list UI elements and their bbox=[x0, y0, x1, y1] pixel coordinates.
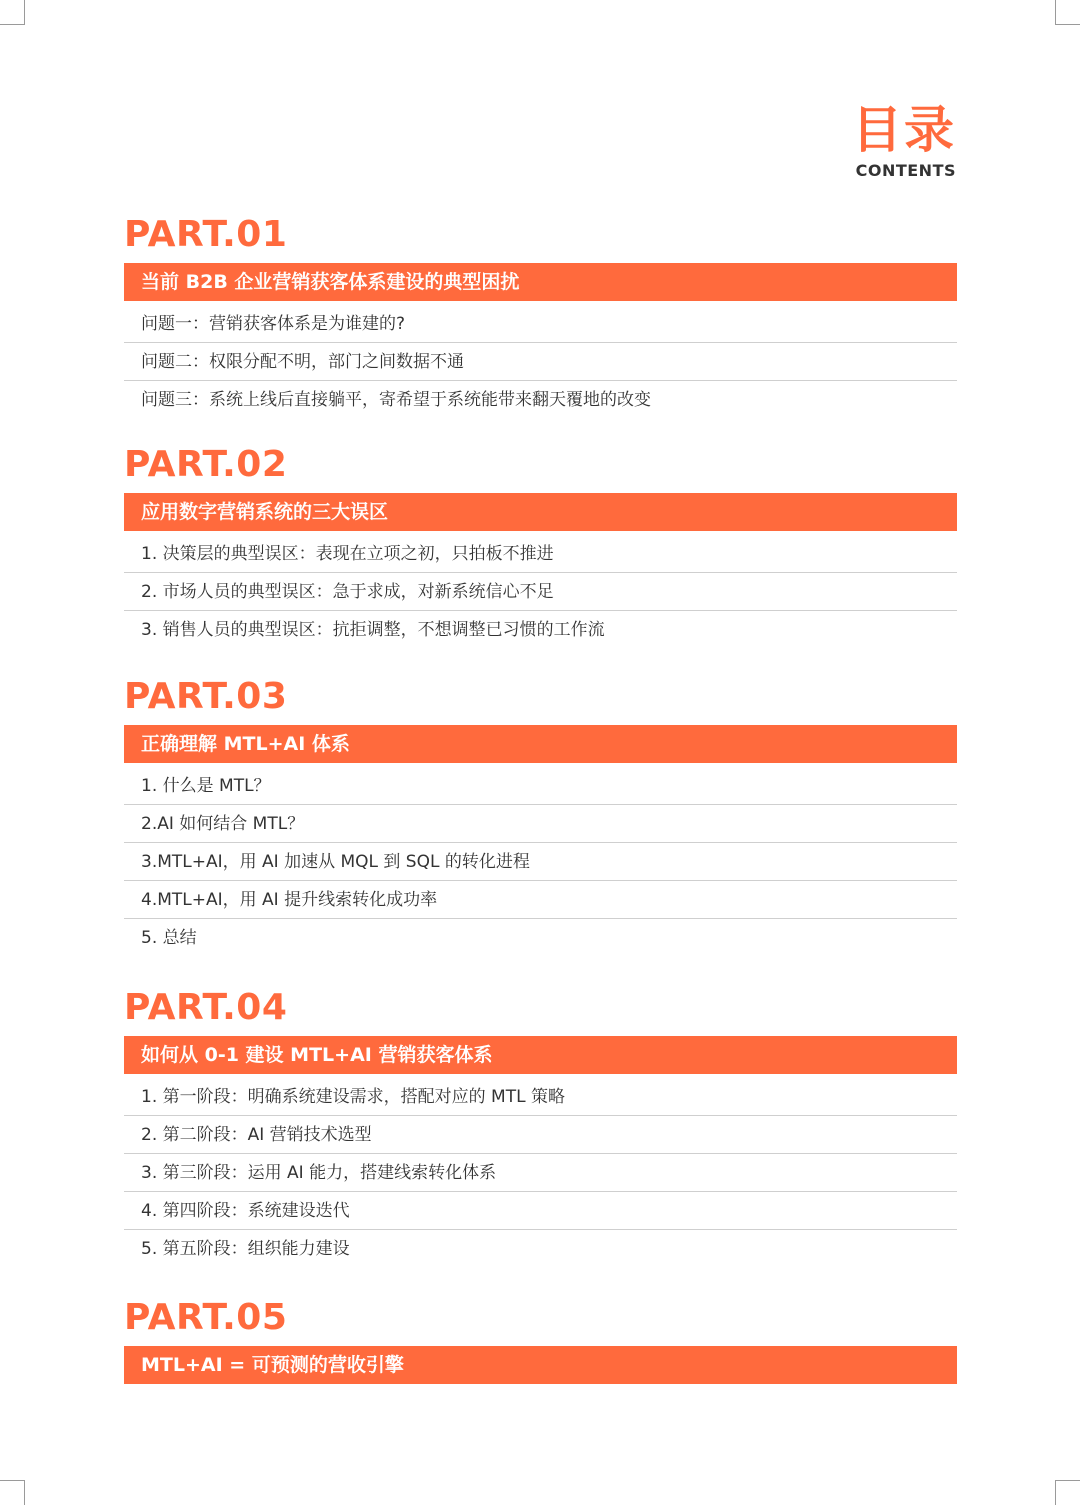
part-02 bbox=[124, 443, 957, 649]
crop-mark-bottom-left bbox=[0, 1480, 25, 1505]
toc-entry[interactable]: 3.MTL+AI，用 AI 加速从 MQL 到 SQL 的转化进程 bbox=[124, 843, 957, 881]
toc-entry[interactable]: 1. 什么是 MTL？ bbox=[124, 767, 957, 805]
part-item-list bbox=[124, 1078, 957, 1268]
part-label: PART.02 bbox=[124, 444, 288, 485]
contents-heading bbox=[852, 102, 956, 181]
toc-entry[interactable]: 3. 销售人员的典型误区：抗拒调整，不想调整已习惯的工作流 bbox=[141, 620, 605, 640]
toc-entry[interactable]: 1. 决策层的典型误区：表现在立项之初，只拍板不推进 bbox=[124, 535, 957, 573]
part-title-bar[interactable]: 如何从 0-1 建设 MTL+AI 营销获客体系 bbox=[124, 1036, 957, 1074]
toc-entry[interactable]: 4. 第四阶段：系统建设迭代 bbox=[124, 1192, 957, 1230]
part-03 bbox=[124, 675, 957, 957]
part-title-bar[interactable]: 当前 B2B 企业营销获客体系建设的典型困扰 bbox=[124, 263, 957, 301]
part-item-list bbox=[124, 767, 957, 957]
toc-entry[interactable]: 问题二：权限分配不明，部门之间数据不通 bbox=[124, 343, 957, 381]
part-label: PART.05 bbox=[124, 1297, 288, 1338]
toc-entry[interactable]: 5. 第五阶段：组织能力建设 bbox=[141, 1239, 350, 1259]
part-title-bar[interactable]: 正确理解 MTL+AI 体系 bbox=[124, 725, 957, 763]
toc-entry[interactable]: 2.AI 如何结合 MTL？ bbox=[124, 805, 957, 843]
toc-entry[interactable]: 2. 第二阶段：AI 营销技术选型 bbox=[124, 1116, 957, 1154]
toc-entry[interactable]: 5. 总结 bbox=[141, 928, 197, 948]
toc-entry[interactable]: 3. 第三阶段：运用 AI 能力，搭建线索转化体系 bbox=[124, 1154, 957, 1192]
toc-entry[interactable]: 问题一：营销获客体系是为谁建的? bbox=[124, 305, 957, 343]
part-title-bar[interactable]: 应用数字营销系统的三大误区 bbox=[124, 493, 957, 531]
crop-mark-top-right bbox=[1055, 0, 1080, 25]
part-item-list bbox=[124, 305, 957, 419]
part-04 bbox=[124, 986, 957, 1268]
contents-title: 目录 bbox=[852, 101, 956, 159]
part-label: PART.04 bbox=[124, 987, 288, 1028]
part-item-list bbox=[124, 535, 957, 649]
toc-entry[interactable]: 2. 市场人员的典型误区：急于求成，对新系统信心不足 bbox=[124, 573, 957, 611]
crop-mark-bottom-right bbox=[1055, 1480, 1080, 1505]
contents-subtitle: CONTENTS bbox=[855, 161, 956, 180]
crop-mark-top-left bbox=[0, 0, 25, 25]
toc-entry[interactable]: 4.MTL+AI，用 AI 提升线索转化成功率 bbox=[124, 881, 957, 919]
part-label: PART.03 bbox=[124, 676, 288, 717]
toc-entry[interactable]: 问题三：系统上线后直接躺平，寄希望于系统能带来翻天覆地的改变 bbox=[141, 390, 651, 410]
part-01 bbox=[124, 213, 957, 419]
toc-entry[interactable]: 1. 第一阶段：明确系统建设需求，搭配对应的 MTL 策略 bbox=[124, 1078, 957, 1116]
part-title-bar[interactable]: MTL+AI = 可预测的营收引擎 bbox=[124, 1346, 957, 1384]
part-label: PART.01 bbox=[124, 214, 288, 255]
part-05 bbox=[124, 1296, 957, 1384]
